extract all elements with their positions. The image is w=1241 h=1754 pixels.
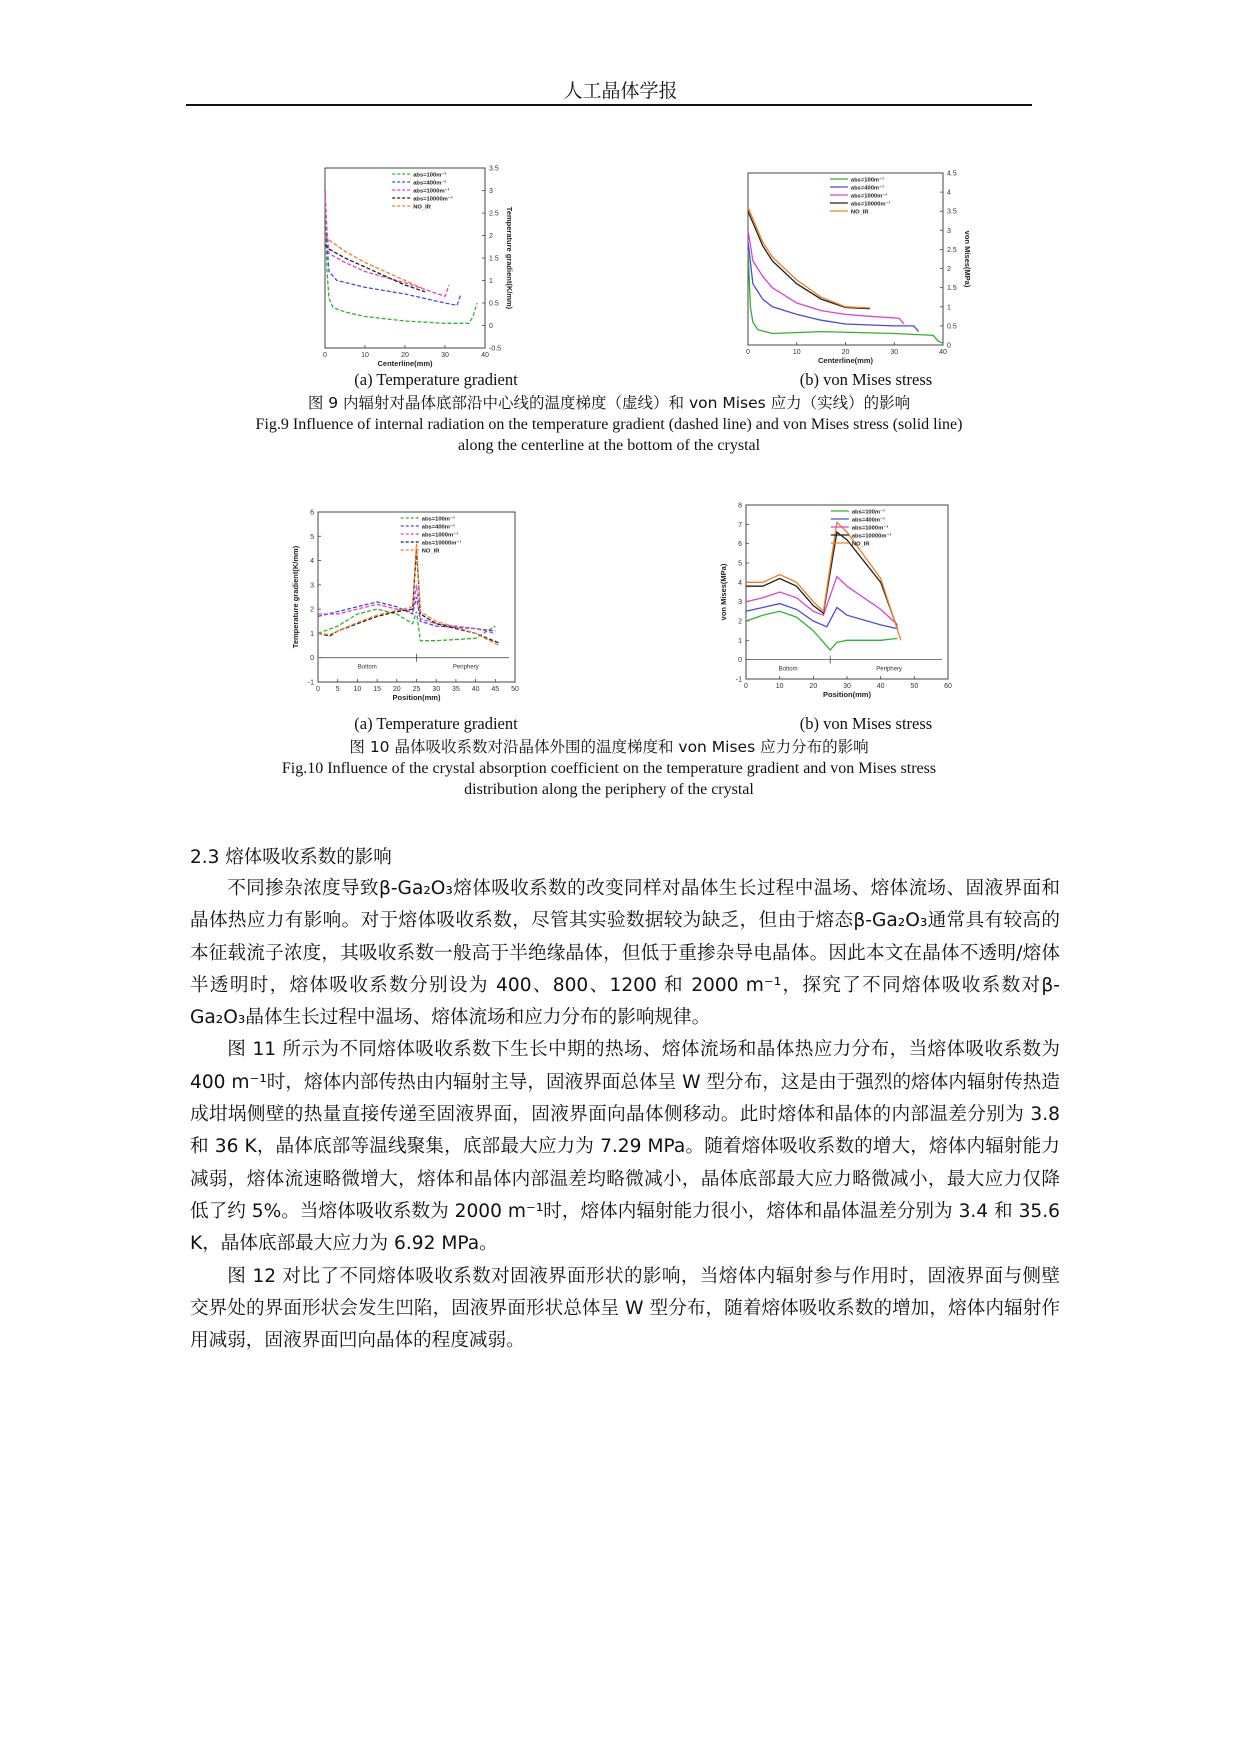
y-axis-label: von Mises(MPa)	[963, 230, 972, 288]
legend-entry: abs=100m⁻¹	[413, 172, 447, 179]
legend-entry: abs=1000m⁻¹	[413, 188, 450, 195]
legend-entry: abs=10000m⁻¹	[413, 196, 453, 203]
x-tick-label: 20	[401, 352, 409, 359]
x-tick-label: 0	[316, 686, 320, 693]
y-tick-label: 2	[947, 266, 951, 274]
legend-entry: abs=400m⁻¹	[413, 180, 447, 187]
x-axis-label: Centerline(mm)	[817, 356, 874, 365]
legend-entry: NO_IR	[413, 204, 431, 211]
y-axis-label: Temperature gradient(K/mm)	[291, 545, 300, 649]
legend-entry: NO_IR	[850, 209, 869, 216]
figure-9a-label: (a) Temperature gradient	[354, 370, 518, 389]
figure-9-caption-en-1: Fig.9 Influence of internal radiation on the temperature gradient (dashed line) and von Mises stress (solid line)	[255, 416, 963, 433]
legend-entry: abs=10000m⁻¹	[421, 540, 462, 547]
legend-entry: abs=10000m⁻¹	[851, 533, 892, 540]
y-tick-label: 5	[738, 560, 742, 568]
y-tick-label: 4	[738, 579, 742, 587]
y-tick-label: 3.5	[947, 208, 957, 216]
y-tick-label: 4	[947, 189, 951, 197]
figure-9-caption-en-2: along the centerline at the bottom of the crystal	[457, 437, 761, 454]
journal-title: 人工晶体学报	[563, 80, 678, 102]
y-tick-label: 1	[947, 304, 951, 312]
x-tick-label: 5	[335, 686, 340, 693]
paragraph-2: 图 11 所示为不同熔体吸收系数下生长中期的热场、熔体流场和晶体热应力分布，当熔体吸收系数为 400 m⁻¹时，熔体内部传热由内辐射主导，固液界面总体呈 W 型分布，这是由于强烈的熔体内辐射传热造成坩埚侧壁的热量直接传递至固液界面，固液界面向晶体侧移动。此时熔体和晶体的内部温差分别为 3.8 和 36 K，晶体底部等温线聚集，底部最大应力为 7.29 MPa。随着熔体吸收系数的增大，熔体内辐射能力减弱，熔体流速略微增大，熔体和晶体内部温差均略微减小，晶体底部最大应力略微减小，最大应力仅降低了约 5%。当熔体吸收系数为 2000 m⁻¹时，熔体内辐射能力很小，熔体和晶体温差分别为 3.4 和 35.6 K，晶体底部最大应力为 6.92 MPa。	[190, 1039, 1060, 1255]
figure-9b-chart	[738, 165, 1003, 365]
y-tick-label: 2.5	[489, 210, 499, 218]
x-tick-label: 15	[373, 686, 381, 693]
y-tick-label: 1.5	[489, 255, 499, 263]
figure-10a-chart	[285, 500, 540, 710]
legend-entry: abs=10000m⁻¹	[850, 201, 891, 208]
x-tick-label: 30	[890, 349, 899, 356]
y-tick-label: 4.5	[947, 170, 957, 178]
y-tick-label: 5	[310, 533, 314, 541]
y-tick-label: 0.5	[947, 323, 957, 331]
x-tick-label: 35	[452, 686, 460, 693]
y-tick-label: -0.5	[489, 345, 502, 353]
figure-10a-label: (a) Temperature gradient	[354, 714, 518, 733]
y-tick-label: 3.5	[489, 165, 499, 173]
y-tick-label: 1.5	[947, 285, 957, 293]
y-tick-label: 0.5	[489, 300, 499, 308]
figure-10b-chart	[718, 495, 958, 710]
x-axis-label: Position(mm)	[392, 693, 441, 702]
x-tick-label: 0	[744, 683, 748, 690]
x-tick-label: 25	[412, 686, 421, 693]
legend-entry: abs=400m⁻¹	[421, 524, 455, 531]
paragraph-1: 不同掺杂浓度导致β-Ga₂O₃熔体吸收系数的改变同样对晶体生长过程中温场、熔体流场、固液界面和晶体热应力有影响。对于熔体吸收系数，尽管其实验数据较为缺乏，但由于熔态β-Ga₂O₃通常具有较高的本征载流子浓度，其吸收系数一般高于半绝缘晶体，但低于重掺杂导电晶体。因此本文在晶体不透明/熔体半透明时，熔体吸收系数分别设为 400、800、1200 和 2000 m⁻¹，探究了不同熔体吸收系数对β-Ga₂O₃晶体生长过程中温场、熔体流场和应力分布的影响规律。	[190, 878, 1060, 1029]
x-tick-label: 10	[792, 349, 801, 356]
region-label-bottom: Bottom	[357, 664, 377, 671]
y-tick-label: 0	[947, 342, 951, 350]
x-tick-label: 50	[511, 686, 519, 693]
y-tick-label: 1	[738, 637, 742, 645]
figure-9-caption-zh: 图 9 内辐射对晶体底部沿中心线的温度梯度（虚线）和 von Mises 应力（实线）的影响	[307, 394, 911, 412]
y-tick-label: 6	[310, 509, 314, 517]
legend-entry: abs=400m⁻¹	[850, 185, 885, 192]
plot-frame	[746, 505, 948, 679]
x-axis-label: Centerline(mm)	[377, 359, 433, 368]
y-tick-label: -1	[735, 676, 742, 684]
plot-frame	[748, 173, 943, 345]
region-label-periphery: Periphery	[452, 664, 479, 671]
paragraph-3: 图 12 对比了不同熔体吸收系数对固液界面形状的影响，当熔体内辐射参与作用时，固液界面与侧壁交界处的界面形状会发生凹陷，固液界面形状总体呈 W 型分布，随着熔体吸收系数的增加，熔体内辐射作用减弱，固液界面凹向晶体的程度减弱。	[190, 1265, 1060, 1352]
section-heading: 2.3 熔体吸收系数的影响	[190, 847, 392, 868]
figure-9b-label: (b) von Mises stress	[799, 370, 933, 389]
y-tick-label: 4	[310, 558, 314, 566]
y-axis-label: Temperature gradient(K/mm)	[505, 206, 514, 310]
legend-entry: abs=100m⁻¹	[850, 177, 885, 184]
y-tick-label: 3	[738, 599, 742, 607]
y-tick-label: 6	[738, 541, 742, 549]
y-tick-label: 7	[738, 521, 742, 529]
body-text	[190, 873, 1060, 1357]
header-rule	[186, 104, 1032, 106]
legend-entry: NO_IR	[421, 548, 440, 555]
x-tick-label: 50	[910, 683, 919, 690]
legend-entry: abs=1000m⁻¹	[851, 525, 889, 532]
x-tick-label: 40	[481, 352, 489, 359]
y-tick-label: 2.5	[947, 246, 957, 254]
x-tick-label: 10	[353, 686, 362, 693]
x-tick-label: 40	[876, 683, 885, 690]
figure-10-caption-zh: 图 10 晶体吸收系数对沿晶体外围的温度梯度和 von Mises 应力分布的影响	[349, 738, 869, 756]
y-tick-label: 3	[489, 188, 493, 195]
x-tick-label: 60	[944, 683, 952, 690]
y-tick-label: 8	[738, 502, 742, 510]
y-tick-label: 1	[310, 630, 314, 638]
x-tick-label: 20	[809, 683, 818, 690]
y-tick-label: 2	[738, 618, 742, 626]
y-tick-label: 0	[738, 657, 742, 665]
y-tick-label: -1	[307, 679, 314, 687]
x-tick-label: 45	[491, 686, 500, 693]
y-tick-label: 2	[310, 606, 314, 614]
y-tick-label: 2	[489, 233, 493, 240]
y-axis-label: von Mises(MPa)	[719, 563, 728, 621]
region-label-bottom: Bottom	[778, 666, 798, 673]
legend-entry: abs=100m⁻¹	[851, 509, 886, 516]
figure-10-caption-en-1: Fig.10 Influence of the crystal absorption coefficient on the temperature gradient and von Mises stress	[281, 760, 937, 777]
legend-entry: abs=100m⁻¹	[421, 516, 455, 523]
x-tick-label: 20	[841, 349, 850, 356]
x-tick-label: 30	[432, 686, 441, 693]
x-axis-label: Position(mm)	[823, 690, 871, 699]
figure-9a-chart	[278, 158, 548, 368]
x-tick-label: 40	[471, 686, 480, 693]
legend-entry: NO_IR	[851, 541, 870, 548]
figure-10b-label: (b) von Mises stress	[799, 714, 933, 733]
x-tick-label: 20	[392, 686, 401, 693]
x-tick-label: 0	[323, 352, 327, 359]
x-tick-label: 10	[775, 683, 784, 690]
y-tick-label: 3	[310, 582, 314, 590]
y-tick-label: 0	[310, 655, 314, 663]
x-tick-label: 0	[746, 349, 750, 356]
legend-entry: abs=1000m⁻¹	[850, 193, 888, 200]
x-tick-label: 30	[441, 352, 449, 359]
region-label-periphery: Periphery	[876, 666, 902, 673]
legend-entry: abs=1000m⁻¹	[421, 532, 459, 539]
x-tick-label: 40	[939, 349, 947, 356]
y-tick-label: 1	[489, 278, 493, 285]
y-tick-label: 3	[947, 227, 951, 235]
legend-entry: abs=400m⁻¹	[851, 517, 886, 524]
y-tick-label: 0	[489, 323, 493, 330]
x-tick-label: 10	[361, 352, 369, 359]
figure-10-caption-en-2: distribution along the periphery of the crystal	[464, 781, 754, 798]
plot-frame	[325, 168, 485, 348]
x-tick-label: 30	[843, 683, 851, 690]
